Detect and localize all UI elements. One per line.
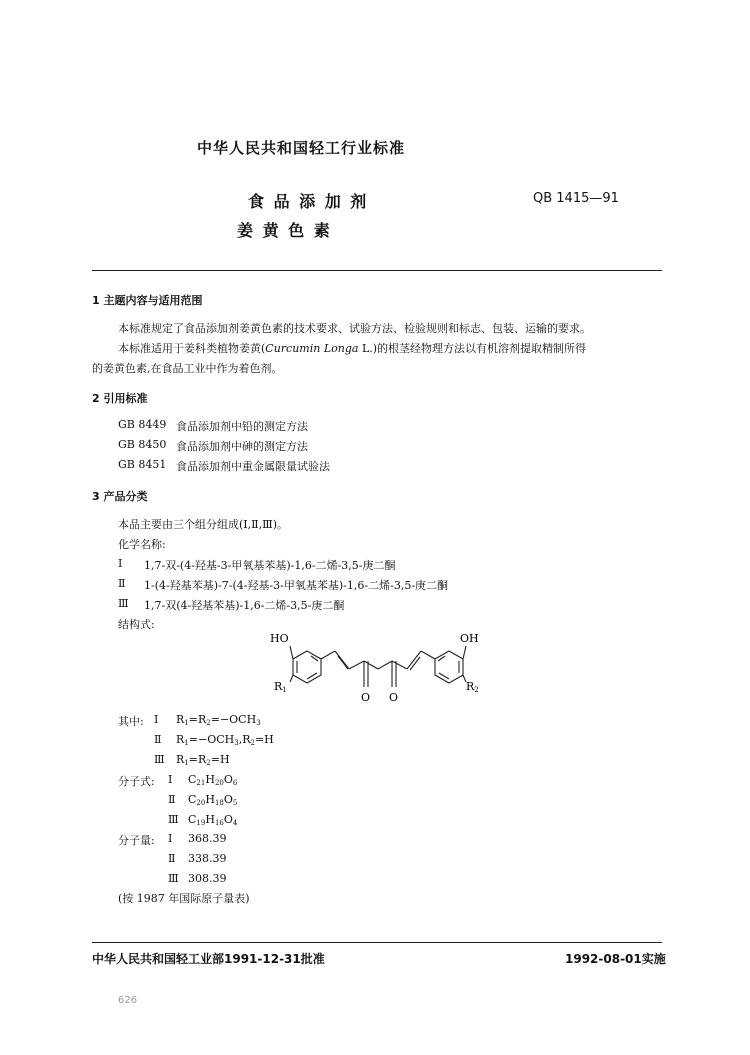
hydroxyl-label-left: HO — [270, 632, 289, 645]
ref-title: 食品添加剂中砷的测定方法 — [176, 440, 308, 453]
substituent-definition: $R_1=R_2=H$ — [176, 753, 230, 767]
chem-num: Ⅲ — [118, 597, 129, 610]
variant-num: Ⅲ — [168, 872, 179, 885]
issuing-authority: 中华人民共和国轻工行业标准 — [197, 139, 406, 157]
molecular-weight-label: 分子量: — [118, 834, 155, 847]
variant-num: Ⅰ — [168, 773, 173, 786]
chemical-name-label: 化学名称: — [118, 538, 166, 551]
variant-num: Ⅱ — [168, 793, 176, 806]
species-name: Curcumin Longa — [265, 342, 359, 355]
structure-label: 结构式: — [118, 618, 155, 631]
chem-name: 1-(4-羟基苯基)-7-(4-羟基-3-甲氧基苯基)-1,6-二烯-3,5-庚二酮 — [144, 579, 449, 592]
variant-num: Ⅲ — [154, 753, 165, 766]
ref-code: GB 8451 — [118, 458, 167, 471]
variant-num: Ⅰ — [154, 713, 159, 726]
document-title-line2: 姜 黄 色 素 — [237, 221, 332, 240]
section-1-paragraph-2-cont: 的姜黄色素,在食品工业中作为着色剂。 — [92, 362, 283, 375]
paragraph-text: L.)的根茎经物理方法以有机溶剂提取精制所得 — [358, 342, 587, 355]
standard-number: QB 1415—91 — [533, 191, 619, 206]
curcumin-structure-diagram — [260, 624, 510, 708]
composition-intro: 本品主要由三个组分组成(Ⅰ,Ⅱ,Ⅲ)。 — [118, 518, 289, 531]
molecular-weight: 368.39 — [188, 832, 227, 845]
variant-num: Ⅱ — [154, 733, 162, 746]
section-1-paragraph-1: 本标准规定了食品添加剂姜黄色素的技术要求、试验方法、检验规则和标志、包装、运输的要求。 — [118, 322, 591, 335]
ref-code: GB 8450 — [118, 438, 167, 451]
chem-num: Ⅱ — [118, 577, 126, 590]
molecular-formula: $C_{19}H_{16}O_4$ — [188, 813, 238, 827]
footer-rule — [92, 942, 662, 943]
substituent-definition: $R_1=-OCH_3,R_2=H$ — [176, 733, 274, 747]
variant-num: Ⅱ — [168, 852, 176, 865]
document-title-line1: 食 品 添 加 剂 — [248, 192, 369, 211]
r1-label: R1 — [274, 680, 287, 694]
molecular-formula: $C_{20}H_{18}O_5$ — [188, 793, 238, 807]
chem-num: Ⅰ — [118, 557, 123, 570]
substituent-definition: $R_1=R_2=-OCH_3$ — [176, 713, 261, 727]
variant-num: Ⅲ — [168, 813, 179, 826]
chem-name: 1,7-双(4-羟基苯基)-1,6-二烯-3,5-庚二酮 — [144, 599, 345, 612]
header-rule — [92, 270, 662, 271]
chem-name: 1,7-双-(4-羟基-3-甲氧基苯基)-1,6-二烯-3,5-庚二酮 — [144, 559, 396, 572]
page-number: 626 — [118, 995, 138, 1006]
section-3-heading: 3 产品分类 — [92, 490, 148, 503]
carbonyl-oxygen-right: O — [389, 691, 399, 704]
ref-title: 食品添加剂中重金属限量试验法 — [176, 460, 330, 473]
approval-statement: 中华人民共和国轻工业部1991-12-31批准 — [92, 952, 325, 966]
section-1-paragraph-2 — [118, 340, 586, 356]
implementation-date: 1992-08-01实施 — [565, 952, 666, 966]
molecular-formula: $C_{21}H_{20}O_6$ — [188, 773, 238, 787]
atomic-weight-note: (按 1987 年国际原子量表) — [118, 892, 250, 905]
molecular-weight: 308.39 — [188, 872, 227, 885]
section-1-heading: 1 主题内容与适用范围 — [92, 294, 203, 307]
ref-code: GB 8449 — [118, 418, 167, 431]
hydroxyl-label-right: OH — [460, 632, 479, 645]
variant-num: Ⅰ — [168, 832, 173, 845]
formula-label: 分子式: — [118, 775, 155, 788]
r2-label: R2 — [466, 680, 479, 694]
paragraph-text: 本标准适用于姜科类植物姜黄( — [118, 342, 266, 355]
molecular-weight: 338.39 — [188, 852, 227, 865]
carbonyl-oxygen-left: O — [361, 691, 371, 704]
where-label: 其中: — [118, 715, 144, 728]
section-2-heading: 2 引用标准 — [92, 392, 148, 405]
ref-title: 食品添加剂中铅的测定方法 — [176, 420, 308, 433]
